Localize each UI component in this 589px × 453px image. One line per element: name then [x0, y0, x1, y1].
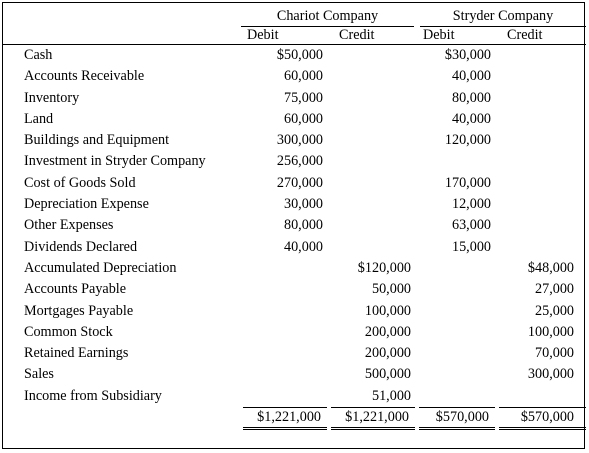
chariot-debit-value: 256,000 [276, 153, 323, 170]
account-name: Inventory [24, 89, 80, 106]
chariot-debit-value [241, 343, 329, 364]
chariot-debit-header: Debit [241, 27, 329, 45]
account-name: Land [24, 110, 54, 127]
stryder-credit-header: Credit [497, 27, 586, 45]
chariot-debit-value [241, 279, 329, 300]
account-name: Retained Earnings [24, 345, 129, 362]
stryder-credit-value [497, 130, 586, 151]
stryder-debit-value [417, 151, 497, 172]
stryder-credit-value [497, 45, 586, 67]
stryder-credit-total: $570,000 [497, 408, 586, 429]
account-row [3, 322, 586, 343]
stryder-debit-value: 63,000 [451, 217, 491, 234]
stryder-debit-value: $30,000 [444, 47, 491, 63]
account-name: Sales [24, 366, 54, 383]
account-row [3, 151, 586, 172]
stryder-debit-value [417, 322, 497, 343]
chariot-credit-value [329, 45, 417, 67]
account-row [3, 173, 586, 194]
chariot-company-heading: Chariot Company [241, 6, 417, 27]
trial-balance-table [3, 6, 586, 430]
chariot-debit-value: 80,000 [283, 217, 323, 234]
stryder-credit-value [497, 173, 586, 194]
column-header-row [3, 27, 586, 45]
chariot-debit-total: $1,221,000 [241, 408, 329, 429]
stryder-credit-value [497, 194, 586, 215]
stryder-debit-value: 40,000 [451, 68, 491, 85]
chariot-debit-value: $50,000 [276, 47, 323, 63]
chariot-credit-value: $120,000 [357, 259, 411, 276]
account-row [3, 301, 586, 322]
stryder-credit-value [497, 386, 586, 408]
chariot-credit-value: 500,000 [364, 366, 411, 383]
chariot-credit-value: 51,000 [371, 387, 411, 404]
stryder-credit-value [497, 237, 586, 258]
stryder-debit-total: $570,000 [417, 408, 497, 429]
stryder-credit-value: 100,000 [527, 323, 575, 340]
account-row [3, 279, 586, 300]
account-name: Accounts Payable [24, 281, 127, 298]
account-name: Dividends Declared [24, 238, 138, 255]
stryder-debit-value: 40,000 [451, 110, 491, 127]
chariot-credit-header: Credit [329, 27, 417, 45]
chariot-credit-value [329, 173, 417, 194]
stryder-debit-value: 12,000 [451, 196, 491, 213]
account-name: Investment in Stryder Company [24, 153, 206, 170]
chariot-debit-value [241, 258, 329, 279]
chariot-credit-value [329, 109, 417, 130]
chariot-debit-value [241, 322, 329, 343]
stryder-debit-value [417, 279, 497, 300]
chariot-debit-value: 75,000 [283, 89, 323, 106]
account-row [3, 109, 586, 130]
stryder-debit-value: 170,000 [444, 174, 491, 191]
account-row [3, 258, 586, 279]
account-row [3, 237, 586, 258]
trial-balance-frame [2, 2, 585, 449]
chariot-credit-value: 50,000 [371, 281, 411, 298]
stryder-credit-value [497, 88, 586, 109]
stryder-credit-value [497, 215, 586, 236]
chariot-credit-value [329, 130, 417, 151]
chariot-credit-value: 200,000 [364, 345, 411, 362]
stryder-debit-value [417, 343, 497, 364]
chariot-credit-value [329, 88, 417, 109]
stryder-debit-value [417, 386, 497, 408]
stryder-credit-value [497, 109, 586, 130]
stryder-debit-value: 15,000 [451, 238, 491, 255]
stryder-credit-value [497, 66, 586, 87]
account-name: Buildings and Equipment [24, 132, 170, 149]
account-name: Accounts Receivable [24, 68, 145, 85]
stryder-debit-value [417, 301, 497, 322]
stryder-credit-value: $48,000 [527, 259, 575, 276]
stryder-company-heading: Stryder Company [417, 6, 586, 27]
stryder-credit-value: 27,000 [535, 281, 575, 298]
account-row [3, 66, 586, 87]
chariot-credit-value [329, 194, 417, 215]
account-row [3, 364, 586, 385]
chariot-credit-value [329, 66, 417, 87]
chariot-credit-value [329, 151, 417, 172]
account-row [3, 194, 586, 215]
account-name: Cost of Goods Sold [24, 174, 136, 191]
stryder-debit-value: 80,000 [451, 89, 491, 106]
chariot-credit-value [329, 215, 417, 236]
account-row [3, 88, 586, 109]
account-row [3, 343, 586, 364]
company-header-row [3, 6, 586, 27]
account-name: Accumulated Depreciation [24, 259, 177, 276]
chariot-debit-value: 40,000 [283, 238, 323, 255]
stryder-debit-header: Debit [417, 27, 497, 45]
chariot-debit-value: 300,000 [276, 132, 323, 149]
account-row [3, 130, 586, 151]
stryder-debit-value [417, 258, 497, 279]
chariot-debit-value: 60,000 [283, 68, 323, 85]
stryder-credit-value: 70,000 [535, 345, 575, 362]
account-name: Common Stock [24, 323, 113, 340]
chariot-credit-total: $1,221,000 [329, 408, 417, 429]
chariot-credit-value: 100,000 [364, 302, 411, 319]
account-name: Income from Subsidiary [24, 388, 162, 404]
stryder-credit-value: 300,000 [527, 366, 575, 383]
chariot-credit-value: 200,000 [364, 323, 411, 340]
stryder-debit-value [417, 364, 497, 385]
account-name: Other Expenses [24, 217, 114, 234]
stryder-credit-value [497, 151, 586, 172]
chariot-debit-value: 30,000 [283, 196, 323, 213]
chariot-credit-value [329, 237, 417, 258]
chariot-debit-value [241, 386, 329, 408]
totals-row [3, 408, 586, 429]
account-row [3, 45, 586, 67]
account-row [3, 215, 586, 236]
chariot-debit-value [241, 301, 329, 322]
account-name: Depreciation Expense [24, 196, 149, 213]
account-name: Mortgages Payable [24, 302, 134, 319]
account-row [3, 386, 586, 408]
chariot-debit-value [241, 364, 329, 385]
chariot-debit-value: 270,000 [276, 174, 323, 191]
stryder-credit-value: 25,000 [535, 302, 575, 319]
account-name: Cash [24, 47, 53, 63]
chariot-debit-value: 60,000 [283, 110, 323, 127]
stryder-debit-value: 120,000 [444, 132, 491, 149]
